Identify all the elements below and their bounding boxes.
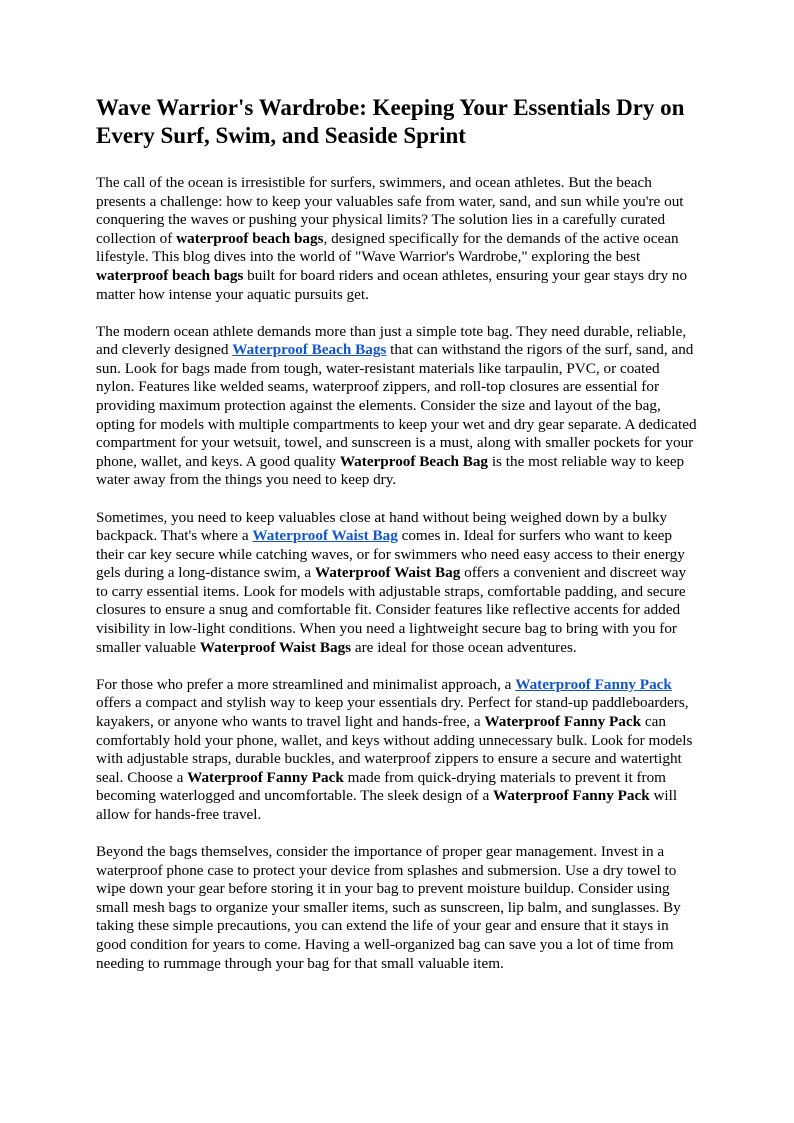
- link-waterproof-fanny-pack[interactable]: Waterproof Fanny Pack: [515, 675, 672, 693]
- paragraph-gear-management: [96, 843, 700, 973]
- text-span: Sometimes, you need to keep valuables close at hand without being weighed down by a bulky backpack. That's where a: [96, 508, 668, 545]
- text-span: offers a compact and stylish way to keep your essentials dry. Perfect for stand-up paddleboarders, kayakers, or anyone who wants to travel light and hands-free, a: [96, 694, 689, 730]
- text-span: comes in. Ideal for surfers who want to keep their car key secure while catching waves, or for swimmers who need easy access to their energy gels during a long-distance swim, a: [96, 527, 685, 582]
- text-span: can comfortably hold your phone, wallet, and keys without adding unnecessary bulk. Look for models with adjustable straps, durable buckles, and waterproof zippers to ensure a secure and watertight seal. Choose a: [96, 712, 693, 786]
- text-span: will allow for hands-free travel.: [96, 787, 678, 823]
- text-span: is the most reliable way to keep water away from the things you need to keep dry.: [96, 452, 685, 489]
- text-span: that can withstand the rigors of the surf, sand, and sun. Look for bags made from tough, water-resistant materials like tarpaulin, PVC, or coated nylon. Features like welded seams, waterproof zippers, and roll-top closures are essential for providing maximum protection against the elements. Consider the size and layout of the bag, opting for models with multiple compartments to keep your wet and dry gear separate. A dedicated compartment for your wetsuit, towel, and sunscreen is a must, along with smaller pockets for your phone, wallet, and keys. A good quality: [96, 341, 697, 470]
- text-span: , designed specifically for the demands of the active ocean lifestyle. This blog dives into the world of "Wave Warrior's Wardrobe," exploring the best: [96, 229, 679, 266]
- text-span: Beyond the bags themselves, consider the importance of proper gear management. Invest in a waterproof phone case to protect your device from splashes and submersion. Use a dry towel to wipe down your gear before storing it in your bag to prevent moisture buildup. Consider using small mesh bags to organize your smaller items, such as sunscreen, lip balm, and sunglasses. By taking these simple precautions, you can extend the life of your gear and ensure that it stays in good condition for years to come. Having a well-organized bag can save you a lot of time from needing to rummage through your bag for that small valuable item.: [96, 843, 681, 972]
- bold-keyword: Waterproof Fanny Pack: [493, 787, 650, 805]
- paragraph-fanny-pack: [96, 676, 700, 825]
- paragraph-waist-bags: [96, 509, 700, 658]
- paragraph-intro: [96, 174, 700, 304]
- document-page: [96, 94, 700, 973]
- bold-keyword: Waterproof Fanny Pack: [187, 768, 344, 786]
- bold-keyword: waterproof beach bags: [96, 266, 244, 284]
- bold-keyword: Waterproof Waist Bags: [199, 638, 352, 656]
- page-title: Wave Warrior's Wardrobe: Keeping Your Essentials Dry on Every Surf, Swim, and Seaside Sprint: [96, 95, 685, 148]
- paragraph-beach-bags: [96, 323, 700, 490]
- link-waterproof-waist-bag[interactable]: Waterproof Waist Bag: [252, 527, 398, 545]
- text-span: For those who prefer a more streamlined and minimalist approach, a: [96, 675, 516, 693]
- text-span: The call of the ocean is irresistible for surfers, swimmers, and ocean athletes. But the beach presents a challenge: how to keep your valuables safe from water, sand, and sun while you're out conquering the waves or pushing your physical limits? The solution lies in a carefully curated collection of: [96, 174, 684, 247]
- text-span: The modern ocean athlete demands more than just a simple tote bag. They need durable, reliable, and cleverly designed: [96, 322, 687, 359]
- text-span: made from quick-drying materials to prevent it from becoming waterlogged and uncomfortable. The sleek design of a: [96, 768, 666, 805]
- bold-keyword: Waterproof Waist Bag: [314, 564, 461, 582]
- link-waterproof-beach-bags[interactable]: Waterproof Beach Bags: [232, 341, 387, 359]
- bold-keyword: Waterproof Beach Bag: [339, 452, 489, 470]
- bold-keyword: Waterproof Fanny Pack: [484, 712, 642, 730]
- text-span: are ideal for those ocean adventures.: [351, 638, 577, 656]
- bold-keyword: waterproof beach bags: [176, 229, 324, 247]
- text-span: offers a convenient and discreet way to carry essential items. Look for models with adjustable straps, comfortable padding, and secure closures to ensure a snug and comfortable fit. Consider features like reflective accents for added visibility in low-light conditions. When you need a lightweight secure bag to bring with you for smaller valuable: [96, 564, 687, 656]
- text-span: built for board riders and ocean athletes, ensuring your gear stays dry no matter how intense your aquatic pursuits get.: [96, 266, 688, 303]
